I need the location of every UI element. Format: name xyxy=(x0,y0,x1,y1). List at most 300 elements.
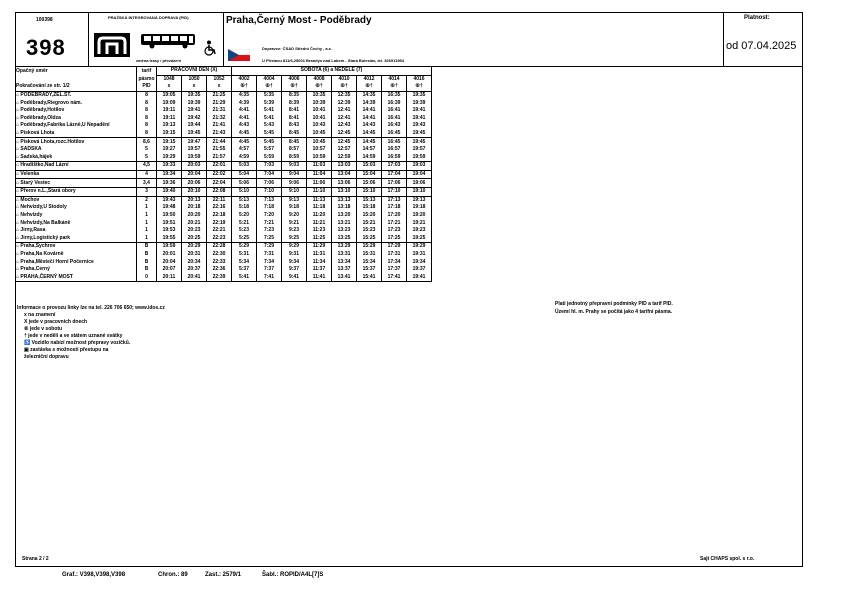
departure-time: 19:20 xyxy=(407,212,432,220)
stop-name xyxy=(15,266,137,274)
trip-symbol-row xyxy=(15,83,432,91)
tariff-zone: 8 xyxy=(137,91,157,99)
departure-time: 15:13 xyxy=(357,196,382,204)
stop-label: Praha,Černý xyxy=(20,266,50,273)
departure-time: 19:48 xyxy=(157,204,182,212)
departure-time: 7:21 xyxy=(257,219,282,227)
departure-time: 8:59 xyxy=(282,154,307,162)
departure-time: 11:04 xyxy=(307,170,332,179)
departure-time: 7:37 xyxy=(257,266,282,274)
departure-time: 19:45 xyxy=(182,130,207,138)
departure-time: 4:59 xyxy=(232,154,257,162)
departure-time: 17:34 xyxy=(382,258,407,266)
departure-time: 5:23 xyxy=(232,227,257,235)
prague-zones-note: Území hl. m. Prahy se počítá jako 4 tarifní pásma. xyxy=(555,309,672,315)
stop-name xyxy=(15,251,137,259)
trip-symbol: ⑥† xyxy=(257,83,282,91)
departure-time: 22:04 xyxy=(207,179,232,188)
departure-time: 10:43 xyxy=(307,122,332,130)
departure-time: 5:25 xyxy=(232,234,257,242)
trip-number: 1048 xyxy=(157,75,182,83)
departure-time: 16:41 xyxy=(382,107,407,115)
tariff-zone: 8 xyxy=(137,115,157,123)
notes-legend xyxy=(24,312,130,361)
header-separator xyxy=(88,12,89,66)
carrier-name: Dopravce: ČSAD Střední Čechy , a.s. xyxy=(262,46,333,51)
departure-time: 17:13 xyxy=(382,196,407,204)
departure-time: 19:57 xyxy=(407,146,432,154)
departure-time: 20:04 xyxy=(157,258,182,266)
departure-time: 22:33 xyxy=(207,258,232,266)
departure-time: 22:18 xyxy=(207,212,232,220)
table-row xyxy=(15,212,432,220)
stop-name xyxy=(15,99,137,107)
page-indicator: Strana 2 / 2 xyxy=(22,556,49,562)
table-row xyxy=(15,146,432,154)
departure-time: 5:06 xyxy=(232,179,257,188)
departure-time: 10:45 xyxy=(307,138,332,146)
departure-time: 15:34 xyxy=(357,258,382,266)
departure-time: 22:28 xyxy=(207,243,232,251)
route-change-note: změna trasy / převážení xyxy=(136,58,181,63)
departure-time: 14:43 xyxy=(357,122,382,130)
departure-time: 19:40 xyxy=(157,187,182,196)
departure-time: 19:57 xyxy=(182,146,207,154)
table-row xyxy=(15,227,432,235)
table-row xyxy=(15,162,432,171)
departure-time: 19:29 xyxy=(157,154,182,162)
departure-time: 12:57 xyxy=(332,146,357,154)
departure-time: 7:41 xyxy=(257,273,282,281)
table-row xyxy=(15,107,432,115)
departure-time: 12:59 xyxy=(332,154,357,162)
departure-time: 11:29 xyxy=(307,243,332,251)
departure-time: 19:29 xyxy=(407,243,432,251)
departure-time: 5:45 xyxy=(257,138,282,146)
tariff-note: Platí jednotný přepravní podmínky PID a tarif PID. xyxy=(555,301,673,307)
departure-time: 4:45 xyxy=(232,138,257,146)
departure-time: 22:39 xyxy=(207,273,232,281)
departure-time: 19:25 xyxy=(407,234,432,242)
tariff-zone: 5 xyxy=(137,146,157,154)
departure-time: 19:44 xyxy=(182,122,207,130)
tariff-zone: 1 xyxy=(137,234,157,242)
departure-time: 5:45 xyxy=(257,130,282,138)
departure-time: 12:41 xyxy=(332,115,357,123)
departure-time: 19:45 xyxy=(407,130,432,138)
stop-label: Sadská,hájek xyxy=(20,153,53,160)
departure-time: 7:25 xyxy=(257,234,282,242)
stop-marker-icon: ⌂ xyxy=(16,99,21,106)
stop-label: Poděbrady,Hotilov xyxy=(20,107,65,114)
stop-label: Přerov n.L.,Stará obory xyxy=(20,188,76,195)
departure-time: 19:36 xyxy=(157,179,182,188)
departure-time: 19:15 xyxy=(157,130,182,138)
departure-time: 22:36 xyxy=(207,266,232,274)
departure-time: 9:03 xyxy=(282,162,307,171)
footer-chron: Chron.: 89 xyxy=(158,572,188,578)
trip-number: 4004 xyxy=(257,75,282,83)
note-item: † jede v neděli a ve státem uznané svátky xyxy=(24,333,123,339)
departure-time: 20:04 xyxy=(182,170,207,179)
departure-time: 19:15 xyxy=(157,138,182,146)
departure-time: 13:03 xyxy=(332,162,357,171)
departure-time: 19:05 xyxy=(157,91,182,99)
departure-time: 7:06 xyxy=(257,179,282,188)
departure-time: 20:31 xyxy=(182,251,207,259)
stop-marker-icon: ⌂ xyxy=(16,92,21,99)
departure-time: 14:41 xyxy=(357,115,382,123)
departure-time: 15:06 xyxy=(357,179,382,188)
departure-time: 9:18 xyxy=(282,204,307,212)
departure-time: 5:34 xyxy=(232,258,257,266)
departure-time: 13:18 xyxy=(332,204,357,212)
departure-time: 19:51 xyxy=(157,219,182,227)
trip-number: 4008 xyxy=(307,75,332,83)
departure-time: 5:29 xyxy=(232,243,257,251)
departure-time: 20:18 xyxy=(182,204,207,212)
departure-time: 19:59 xyxy=(157,243,182,251)
departure-time: 20:29 xyxy=(182,243,207,251)
tariff-zone: 0 xyxy=(137,273,157,281)
note-item: x na znamení xyxy=(24,312,56,318)
stop-name xyxy=(15,146,137,154)
stop-label: SADSKÁ xyxy=(20,146,42,153)
stop-marker-icon: ⌂ xyxy=(16,138,21,145)
stop-marker-icon: ⌂ xyxy=(16,179,21,186)
departure-time: 12:41 xyxy=(332,107,357,115)
departure-time: 5:04 xyxy=(232,170,257,179)
departure-time: 21:25 xyxy=(207,91,232,99)
departure-time: 4:43 xyxy=(232,122,257,130)
departure-time: 21:32 xyxy=(207,115,232,123)
departure-time: 8:45 xyxy=(282,130,307,138)
departure-time: 19:59 xyxy=(182,154,207,162)
departure-time: 13:37 xyxy=(332,266,357,274)
departure-time: 19:45 xyxy=(407,138,432,146)
table-row xyxy=(15,258,432,266)
departure-time: 20:41 xyxy=(182,273,207,281)
departure-time: 13:06 xyxy=(332,179,357,188)
departure-time: 8:41 xyxy=(282,115,307,123)
departure-time: 15:25 xyxy=(357,234,382,242)
stop-label: Poděbrady,Oldza xyxy=(20,114,61,121)
departure-time: 19:41 xyxy=(182,107,207,115)
table-row xyxy=(15,154,432,162)
departure-time: 4:41 xyxy=(232,107,257,115)
tariff-zone: 3,4 xyxy=(137,179,157,188)
departure-time: 16:45 xyxy=(382,130,407,138)
stop-name xyxy=(15,115,137,123)
departure-time: 12:39 xyxy=(332,99,357,107)
tariff-zone: 4 xyxy=(137,170,157,179)
stop-name xyxy=(15,196,137,204)
stop-marker-icon: ⌂ xyxy=(16,227,21,234)
departure-time: 20:07 xyxy=(157,266,182,274)
stop-marker-icon: ⌂ xyxy=(16,196,21,203)
departure-time: 19:41 xyxy=(407,115,432,123)
departure-time: 11:41 xyxy=(307,273,332,281)
departure-time: 15:23 xyxy=(357,227,382,235)
departure-time: 7:10 xyxy=(257,187,282,196)
validity-date: od 07.04.2025 xyxy=(726,40,797,52)
tariff-zone: 1 xyxy=(137,227,157,235)
departure-time: 8:39 xyxy=(282,99,307,107)
departure-time: 13:29 xyxy=(332,243,357,251)
table-row xyxy=(15,273,432,281)
departure-time: 10:35 xyxy=(307,91,332,99)
stop-name xyxy=(15,187,137,196)
stop-marker-icon: ⌂ xyxy=(16,153,21,160)
trip-number: 4014 xyxy=(382,75,407,83)
departure-time: 19:41 xyxy=(407,273,432,281)
stop-marker-icon: ⌂ xyxy=(16,114,21,121)
tariff-zone: B xyxy=(137,251,157,259)
tariff-zone: 8 xyxy=(137,107,157,115)
departure-time: 10:39 xyxy=(307,99,332,107)
trip-symbol: ⑥† xyxy=(382,83,407,91)
departure-time: 12:43 xyxy=(332,122,357,130)
departure-time: 11:31 xyxy=(307,251,332,259)
departure-time: 22:30 xyxy=(207,251,232,259)
trip-symbol: ⑥† xyxy=(282,83,307,91)
footer-zast: Zast.: 2579/1 xyxy=(205,572,242,578)
departure-time: 11:06 xyxy=(307,179,332,188)
departure-time: 17:25 xyxy=(382,234,407,242)
departure-time: 19:27 xyxy=(157,146,182,154)
table-row xyxy=(15,130,432,138)
departure-time: 17:31 xyxy=(382,251,407,259)
departure-time: 5:13 xyxy=(232,196,257,204)
software-credit: Sajt CHAPS spol. s r.o. xyxy=(700,556,755,562)
departure-time: 8:45 xyxy=(282,138,307,146)
trip-symbol: ⑥† xyxy=(307,83,332,91)
departure-time: 22:23 xyxy=(207,234,232,242)
stop-name xyxy=(15,258,137,266)
departure-time: 17:23 xyxy=(382,227,407,235)
stop-marker-icon: ⌂ xyxy=(16,162,21,169)
departure-time: 19:18 xyxy=(407,204,432,212)
departure-time: 16:35 xyxy=(382,91,407,99)
departure-time: 9:20 xyxy=(282,212,307,220)
departure-time: 16:57 xyxy=(382,146,407,154)
stop-name xyxy=(15,162,137,171)
departure-time: 11:10 xyxy=(307,187,332,196)
departure-time: 13:20 xyxy=(332,212,357,220)
stop-name xyxy=(15,227,137,235)
trip-symbol: ⑥† xyxy=(357,83,382,91)
trip-symbol: x xyxy=(182,83,207,91)
departure-time: 19:09 xyxy=(157,99,182,107)
departure-time: 8:57 xyxy=(282,146,307,154)
departure-time: 21:31 xyxy=(207,107,232,115)
departure-time: 20:01 xyxy=(157,251,182,259)
stop-name xyxy=(15,273,137,281)
departure-time: 10:45 xyxy=(307,130,332,138)
header-separator xyxy=(723,12,724,66)
departure-time: 20:11 xyxy=(157,273,182,281)
departure-time: 15:03 xyxy=(357,162,382,171)
departure-time: 7:04 xyxy=(257,170,282,179)
departure-time: 19:06 xyxy=(407,179,432,188)
departure-time: 22:02 xyxy=(207,170,232,179)
departure-time: 14:59 xyxy=(357,154,382,162)
departure-time: 11:03 xyxy=(307,162,332,171)
departure-time: 22:21 xyxy=(207,227,232,235)
stop-label: Velenka xyxy=(20,171,40,178)
departure-time: 20:06 xyxy=(182,179,207,188)
departure-time: 9:29 xyxy=(282,243,307,251)
table-row xyxy=(15,122,432,130)
note-item: ♿ Vozidlo nabízí možnost přepravy vozíčků. xyxy=(24,340,131,346)
departure-time: 22:11 xyxy=(207,196,232,204)
tariff-zone: 1 xyxy=(137,212,157,220)
departure-time: 13:23 xyxy=(332,227,357,235)
departure-time: 10:41 xyxy=(307,107,332,115)
departure-time: 13:41 xyxy=(332,273,357,281)
departure-time: 21:55 xyxy=(207,146,232,154)
timetable xyxy=(15,67,432,282)
trip-number: 4012 xyxy=(357,75,382,83)
tariff-zone: 8,6 xyxy=(137,138,157,146)
departure-time: 17:06 xyxy=(382,179,407,188)
stop-name xyxy=(15,170,137,179)
departure-time: 19:31 xyxy=(407,251,432,259)
stop-marker-icon: ⌂ xyxy=(16,130,21,137)
departure-time: 16:39 xyxy=(382,99,407,107)
departure-time: 14:39 xyxy=(357,99,382,107)
info-heading: Informace o provozu linky lze na tel. 226 706 650; www.idos.cz xyxy=(17,305,165,311)
trip-number: 1052 xyxy=(207,75,232,83)
stop-label: Praha,Na Kovárně xyxy=(20,250,64,257)
departure-time: 19:13 xyxy=(157,122,182,130)
departure-time: 20:21 xyxy=(182,219,207,227)
stop-marker-icon: ⌂ xyxy=(16,211,21,218)
departure-time: 12:45 xyxy=(332,138,357,146)
departure-time: 11:23 xyxy=(307,227,332,235)
trip-symbol: x xyxy=(157,83,182,91)
stop-marker-icon: ⌂ xyxy=(16,171,21,178)
stop-name xyxy=(15,219,137,227)
departure-time: 5:41 xyxy=(232,273,257,281)
stop-marker-icon: ⌂ xyxy=(16,258,21,265)
departure-time: 19:11 xyxy=(157,115,182,123)
departure-time: 5:31 xyxy=(232,251,257,259)
group-header-row xyxy=(15,67,432,75)
continuation-label: Pokračování ze str. 1/2 xyxy=(15,83,137,91)
departure-time: 13:04 xyxy=(332,170,357,179)
departure-time: 17:03 xyxy=(382,162,407,171)
departure-time: 19:11 xyxy=(157,107,182,115)
table-row xyxy=(15,251,432,259)
pid-logo-icon xyxy=(93,32,131,58)
departure-time: 19:41 xyxy=(407,107,432,115)
departure-time: 16:41 xyxy=(382,115,407,123)
departure-time: 9:04 xyxy=(282,170,307,179)
stop-label: Písková Lhota,rozc.Hotilov xyxy=(20,138,85,145)
departure-time: 7:34 xyxy=(257,258,282,266)
departure-time: 17:18 xyxy=(382,204,407,212)
departure-time: 19:35 xyxy=(407,91,432,99)
trip-number: 4016 xyxy=(407,75,432,83)
table-row xyxy=(15,179,432,188)
departure-time: 19:23 xyxy=(407,227,432,235)
tariff-zone: B xyxy=(137,258,157,266)
table-row xyxy=(15,266,432,274)
departure-time: 20:13 xyxy=(182,196,207,204)
departure-time: 13:31 xyxy=(332,251,357,259)
departure-time: 5:41 xyxy=(257,107,282,115)
departure-time: 17:37 xyxy=(382,266,407,274)
departure-time: 19:42 xyxy=(182,115,207,123)
departure-time: 15:18 xyxy=(357,204,382,212)
stop-label: PODĚBRADY,ZEL.ST. xyxy=(20,92,72,99)
departure-time: 5:18 xyxy=(232,204,257,212)
trip-symbol: ⑥† xyxy=(407,83,432,91)
departure-time: 8:41 xyxy=(282,107,307,115)
departure-time: 15:04 xyxy=(357,170,382,179)
table-row xyxy=(15,219,432,227)
trip-number: 4002 xyxy=(232,75,257,83)
departure-time: 14:45 xyxy=(357,138,382,146)
departure-time: 9:41 xyxy=(282,273,307,281)
departure-time: 19:13 xyxy=(407,196,432,204)
departure-time: 20:25 xyxy=(182,234,207,242)
stop-name xyxy=(15,234,137,242)
departure-time: 19:55 xyxy=(157,234,182,242)
stop-name xyxy=(15,179,137,188)
departure-time: 11:13 xyxy=(307,196,332,204)
trip-number: 4006 xyxy=(282,75,307,83)
departure-time: 15:37 xyxy=(357,266,382,274)
departure-time: 5:59 xyxy=(257,154,282,162)
stop-name xyxy=(15,107,137,115)
departure-time: 7:29 xyxy=(257,243,282,251)
departure-time: 20:37 xyxy=(182,266,207,274)
departure-time: 19:21 xyxy=(407,219,432,227)
departure-time: 9:25 xyxy=(282,234,307,242)
departure-time: 16:43 xyxy=(382,122,407,130)
stop-marker-icon: ⌂ xyxy=(16,243,21,250)
note-item: ⑥ jede v sobotu xyxy=(24,326,63,332)
departure-time: 22:01 xyxy=(207,162,232,171)
stop-label: PRAHA,ČERNÝ MOST xyxy=(20,273,73,280)
table-row xyxy=(15,115,432,123)
departure-time: 19:03 xyxy=(407,162,432,171)
tariff-zone: 5 xyxy=(137,154,157,162)
stop-marker-icon: ⌂ xyxy=(16,204,21,211)
bus-icon xyxy=(140,33,198,49)
departure-time: 9:37 xyxy=(282,266,307,274)
stop-label: Starý Vestec xyxy=(20,179,51,186)
departure-time: 9:31 xyxy=(282,251,307,259)
stop-label: Praha,Městečí Horní Počernice xyxy=(20,258,94,265)
departure-time: 16:45 xyxy=(382,138,407,146)
departure-time: 21:41 xyxy=(207,122,232,130)
departure-time: 7:18 xyxy=(257,204,282,212)
departure-time: 11:20 xyxy=(307,212,332,220)
departure-time: 19:34 xyxy=(157,170,182,179)
departure-time: 21:44 xyxy=(207,138,232,146)
departure-time: 19:53 xyxy=(157,227,182,235)
pid-header: pásmo xyxy=(138,75,155,82)
line-number: 398 xyxy=(26,35,66,60)
departure-time: 15:10 xyxy=(357,187,382,196)
table-row xyxy=(15,196,432,204)
departure-time: 12:35 xyxy=(332,91,357,99)
departure-time: 5:41 xyxy=(257,115,282,123)
departure-time: 14:57 xyxy=(357,146,382,154)
